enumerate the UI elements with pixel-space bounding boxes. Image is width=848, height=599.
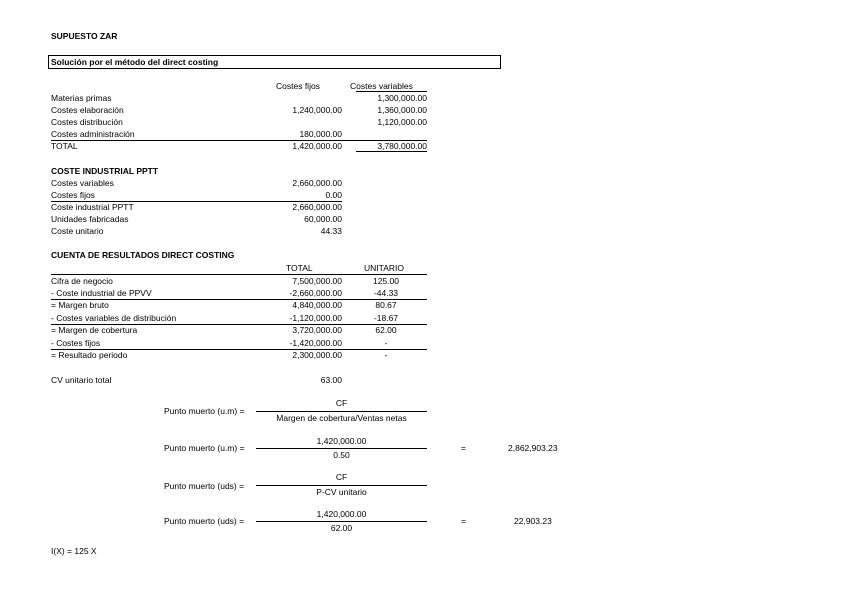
costs-row-label: Costes elaboración [51, 105, 124, 115]
divider [51, 274, 427, 275]
results-row-unit: - [384, 338, 388, 348]
results-row-label: - Costes variables de distribución [51, 313, 177, 323]
divider [356, 151, 427, 152]
industrial-row-value: 2,660,000.00 [292, 178, 342, 188]
industrial-row-value: 2,660,000.00 [292, 202, 342, 212]
fraction-bar [256, 448, 427, 449]
industrial-row-label: Coste unitario [51, 226, 104, 236]
costs-row-fixed: 180,000.00 [299, 129, 342, 139]
formula-denominator: 62.00 [330, 523, 353, 533]
results-row-unit: 62.00 [375, 325, 397, 335]
results-row-label: - Coste industrial de PPVV [51, 288, 152, 298]
results-row-unit: -44.33 [373, 288, 399, 298]
col-unitario: UNITARIO [364, 263, 404, 273]
formula-label: Punto muerto (u.m) = [164, 406, 245, 416]
results-row-total: 7,500,000.00 [292, 276, 342, 286]
costs-total-variable: 3,780,000.00 [377, 141, 427, 151]
industrial-row-label: Coste industrial PPTT [51, 202, 134, 212]
formula-denominator: Margen de cobertura/Ventas netas [276, 413, 407, 423]
fraction-bar [256, 521, 427, 522]
results-heading: CUENTA DE RESULTADOS DIRECT COSTING [51, 250, 235, 260]
industrial-row-value: 0.00 [325, 190, 342, 200]
industrial-heading: COSTE INDUSTRIAL PPTT [51, 166, 159, 176]
formula-denominator: P-CV unitario [316, 487, 367, 497]
costs-row-variable: 1,120,000.00 [377, 117, 427, 127]
formula-result: 22,903.23 [514, 516, 552, 526]
formula-numerator: CF [335, 472, 348, 482]
col-costes-variables: Costes variables [350, 81, 413, 91]
industrial-row-label: Costes variables [51, 178, 114, 188]
industrial-row-label: Costes fijos [51, 190, 95, 200]
costs-row-label: Costes distribución [51, 117, 123, 127]
formula-equals: = [461, 516, 466, 526]
formula-numerator: CF [335, 398, 348, 408]
formula-label: Punto muerto (uds) = [164, 481, 245, 491]
costs-row-variable: 1,360,000.00 [377, 105, 427, 115]
results-row-label: Cifra de negocio [51, 276, 113, 286]
income-function: I(X) = 125 X [51, 546, 97, 556]
formula-label: Punto muerto (u.m) = [164, 443, 245, 453]
results-row-total: -1,120,000.00 [289, 313, 342, 323]
cv-unit-value: 63.00 [320, 375, 342, 385]
results-row-total: 3,720,000.00 [292, 325, 342, 335]
industrial-row-value: 44.33 [320, 226, 342, 236]
results-row-total: 2,300,000.00 [292, 350, 342, 360]
results-row-total: 4,840,000.00 [292, 300, 342, 310]
industrial-row-value: 60,000.00 [304, 214, 342, 224]
results-row-label: - Costes fijos [51, 338, 101, 348]
results-row-unit: - [384, 350, 388, 360]
industrial-row-label: Unidades fabricadas [51, 214, 129, 224]
results-row-unit: -18.67 [373, 313, 399, 323]
costs-row-label: Costes administración [51, 129, 135, 139]
subtitle: Solución por el método del direct costing [51, 57, 219, 67]
formula-result: 2,862,903.23 [508, 443, 558, 453]
results-row-unit: 125.00 [373, 276, 399, 286]
formula-equals: = [461, 443, 466, 453]
results-row-unit: 80.67 [375, 300, 397, 310]
results-row-total: -2,660,000.00 [289, 288, 342, 298]
fraction-bar [256, 485, 427, 486]
col-costes-fijos: Costes fijos [276, 81, 320, 91]
fraction-bar [256, 411, 427, 412]
page-title: SUPUESTO ZAR [51, 31, 118, 41]
formula-label: Punto muerto (uds) = [164, 516, 245, 526]
costs-total-fixed: 1,420,000.00 [292, 141, 342, 151]
divider [356, 91, 427, 92]
costs-row-label: Materias primas [51, 93, 112, 103]
results-row-label: = Margen bruto [51, 300, 109, 310]
costs-total-label: TOTAL [51, 141, 78, 151]
cv-unit-label: CV unitario total [51, 375, 112, 385]
col-total: TOTAL [286, 263, 313, 273]
costs-row-fixed: 1,240,000.00 [292, 105, 342, 115]
results-row-label: = Resultado periodo [51, 350, 128, 360]
results-row-total: -1,420,000.00 [289, 338, 342, 348]
formula-numerator: 1,420,000.00 [316, 436, 367, 446]
formula-denominator: 0.50 [333, 450, 350, 460]
formula-numerator: 1,420,000.00 [316, 509, 367, 519]
results-row-label: = Margen de cobertura [51, 325, 138, 335]
costs-row-variable: 1,300,000.00 [377, 93, 427, 103]
